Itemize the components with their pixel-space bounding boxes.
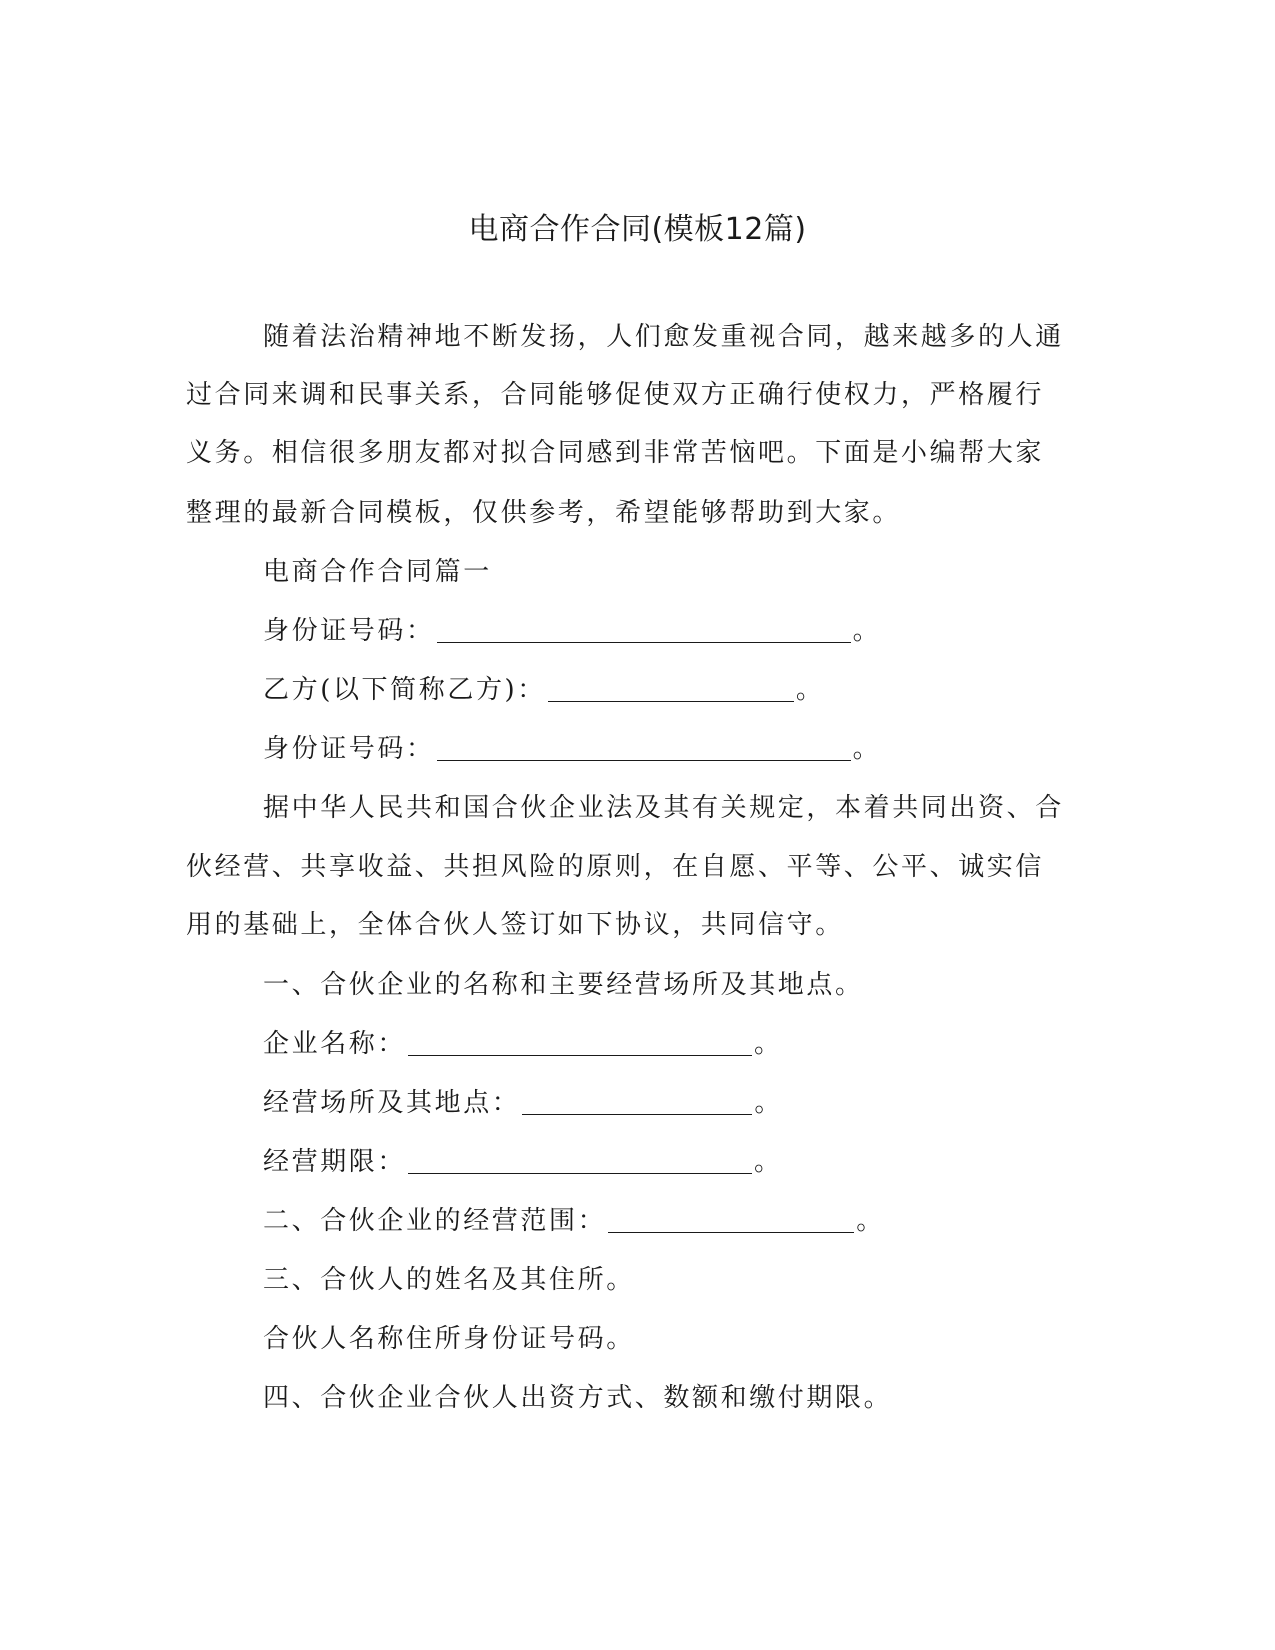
- period: 。: [795, 675, 825, 705]
- period: 。: [754, 1029, 783, 1059]
- business-scope-row: [263, 1202, 1163, 1240]
- period: 。: [852, 616, 882, 646]
- document-title: 电商合作合同(模板12篇): [468, 212, 807, 247]
- intro-line-4: 整理的最新合同模板，仅供参考，希望能够帮助到大家。: [186, 498, 902, 528]
- section-heading: 电商合作合同篇一: [263, 557, 492, 587]
- id-number-label: 身份证号码：: [263, 734, 435, 764]
- party-b-blank[interactable]: [548, 675, 794, 702]
- term-label: 经营期限：: [263, 1147, 407, 1177]
- business-scope-blank[interactable]: [608, 1206, 854, 1233]
- partner-info-line: 合伙人名称住所身份证号码。: [263, 1324, 635, 1354]
- location-blank[interactable]: [522, 1088, 752, 1115]
- business-scope-label: 二、合伙企业的经营范围：: [263, 1206, 607, 1236]
- party-b-row: [263, 671, 1163, 709]
- location-row: [263, 1084, 1163, 1122]
- intro-line-2: 过合同来调和民事关系，合同能够促使双方正确行使权力，严格履行: [186, 380, 1045, 410]
- location-label: 经营场所及其地点：: [263, 1088, 521, 1118]
- agreement-line-2: 伙经营、共享收益、共担风险的原则，在自愿、平等、公平、诚实信: [186, 852, 1045, 882]
- id-number-label: 身份证号码：: [263, 616, 435, 646]
- agreement-line-1: 据中华人民共和国合伙企业法及其有关规定，本着共同出资、合: [263, 793, 1064, 823]
- term-blank[interactable]: [408, 1147, 752, 1174]
- clause-3: 三、合伙人的姓名及其住所。: [263, 1265, 635, 1295]
- period: 。: [852, 734, 882, 764]
- period: 。: [754, 1147, 783, 1177]
- id-number-blank[interactable]: [437, 734, 851, 761]
- term-row: [263, 1143, 1163, 1181]
- id-number-blank[interactable]: [437, 616, 851, 643]
- period: 。: [856, 1206, 885, 1236]
- company-name-row: [263, 1025, 1163, 1063]
- id-number-row-2: [263, 730, 1163, 768]
- party-b-label: 乙方(以下简称乙方)：: [263, 675, 546, 705]
- clause-1: 一、合伙企业的名称和主要经营场所及其地点。: [263, 970, 864, 1000]
- intro-line-1: 随着法治精神地不断发扬，人们愈发重视合同，越来越多的人通: [263, 322, 1064, 352]
- company-name-blank[interactable]: [408, 1029, 752, 1056]
- company-name-label: 企业名称：: [263, 1029, 407, 1059]
- agreement-line-3: 用的基础上，全体合伙人签订如下协议，共同信守。: [186, 910, 844, 940]
- intro-line-3: 义务。相信很多朋友都对拟合同感到非常苦恼吧。下面是小编帮大家: [186, 438, 1045, 468]
- period: 。: [754, 1088, 784, 1118]
- id-number-row-1: [263, 612, 1163, 650]
- clause-4: 四、合伙企业合伙人出资方式、数额和缴付期限。: [263, 1383, 893, 1413]
